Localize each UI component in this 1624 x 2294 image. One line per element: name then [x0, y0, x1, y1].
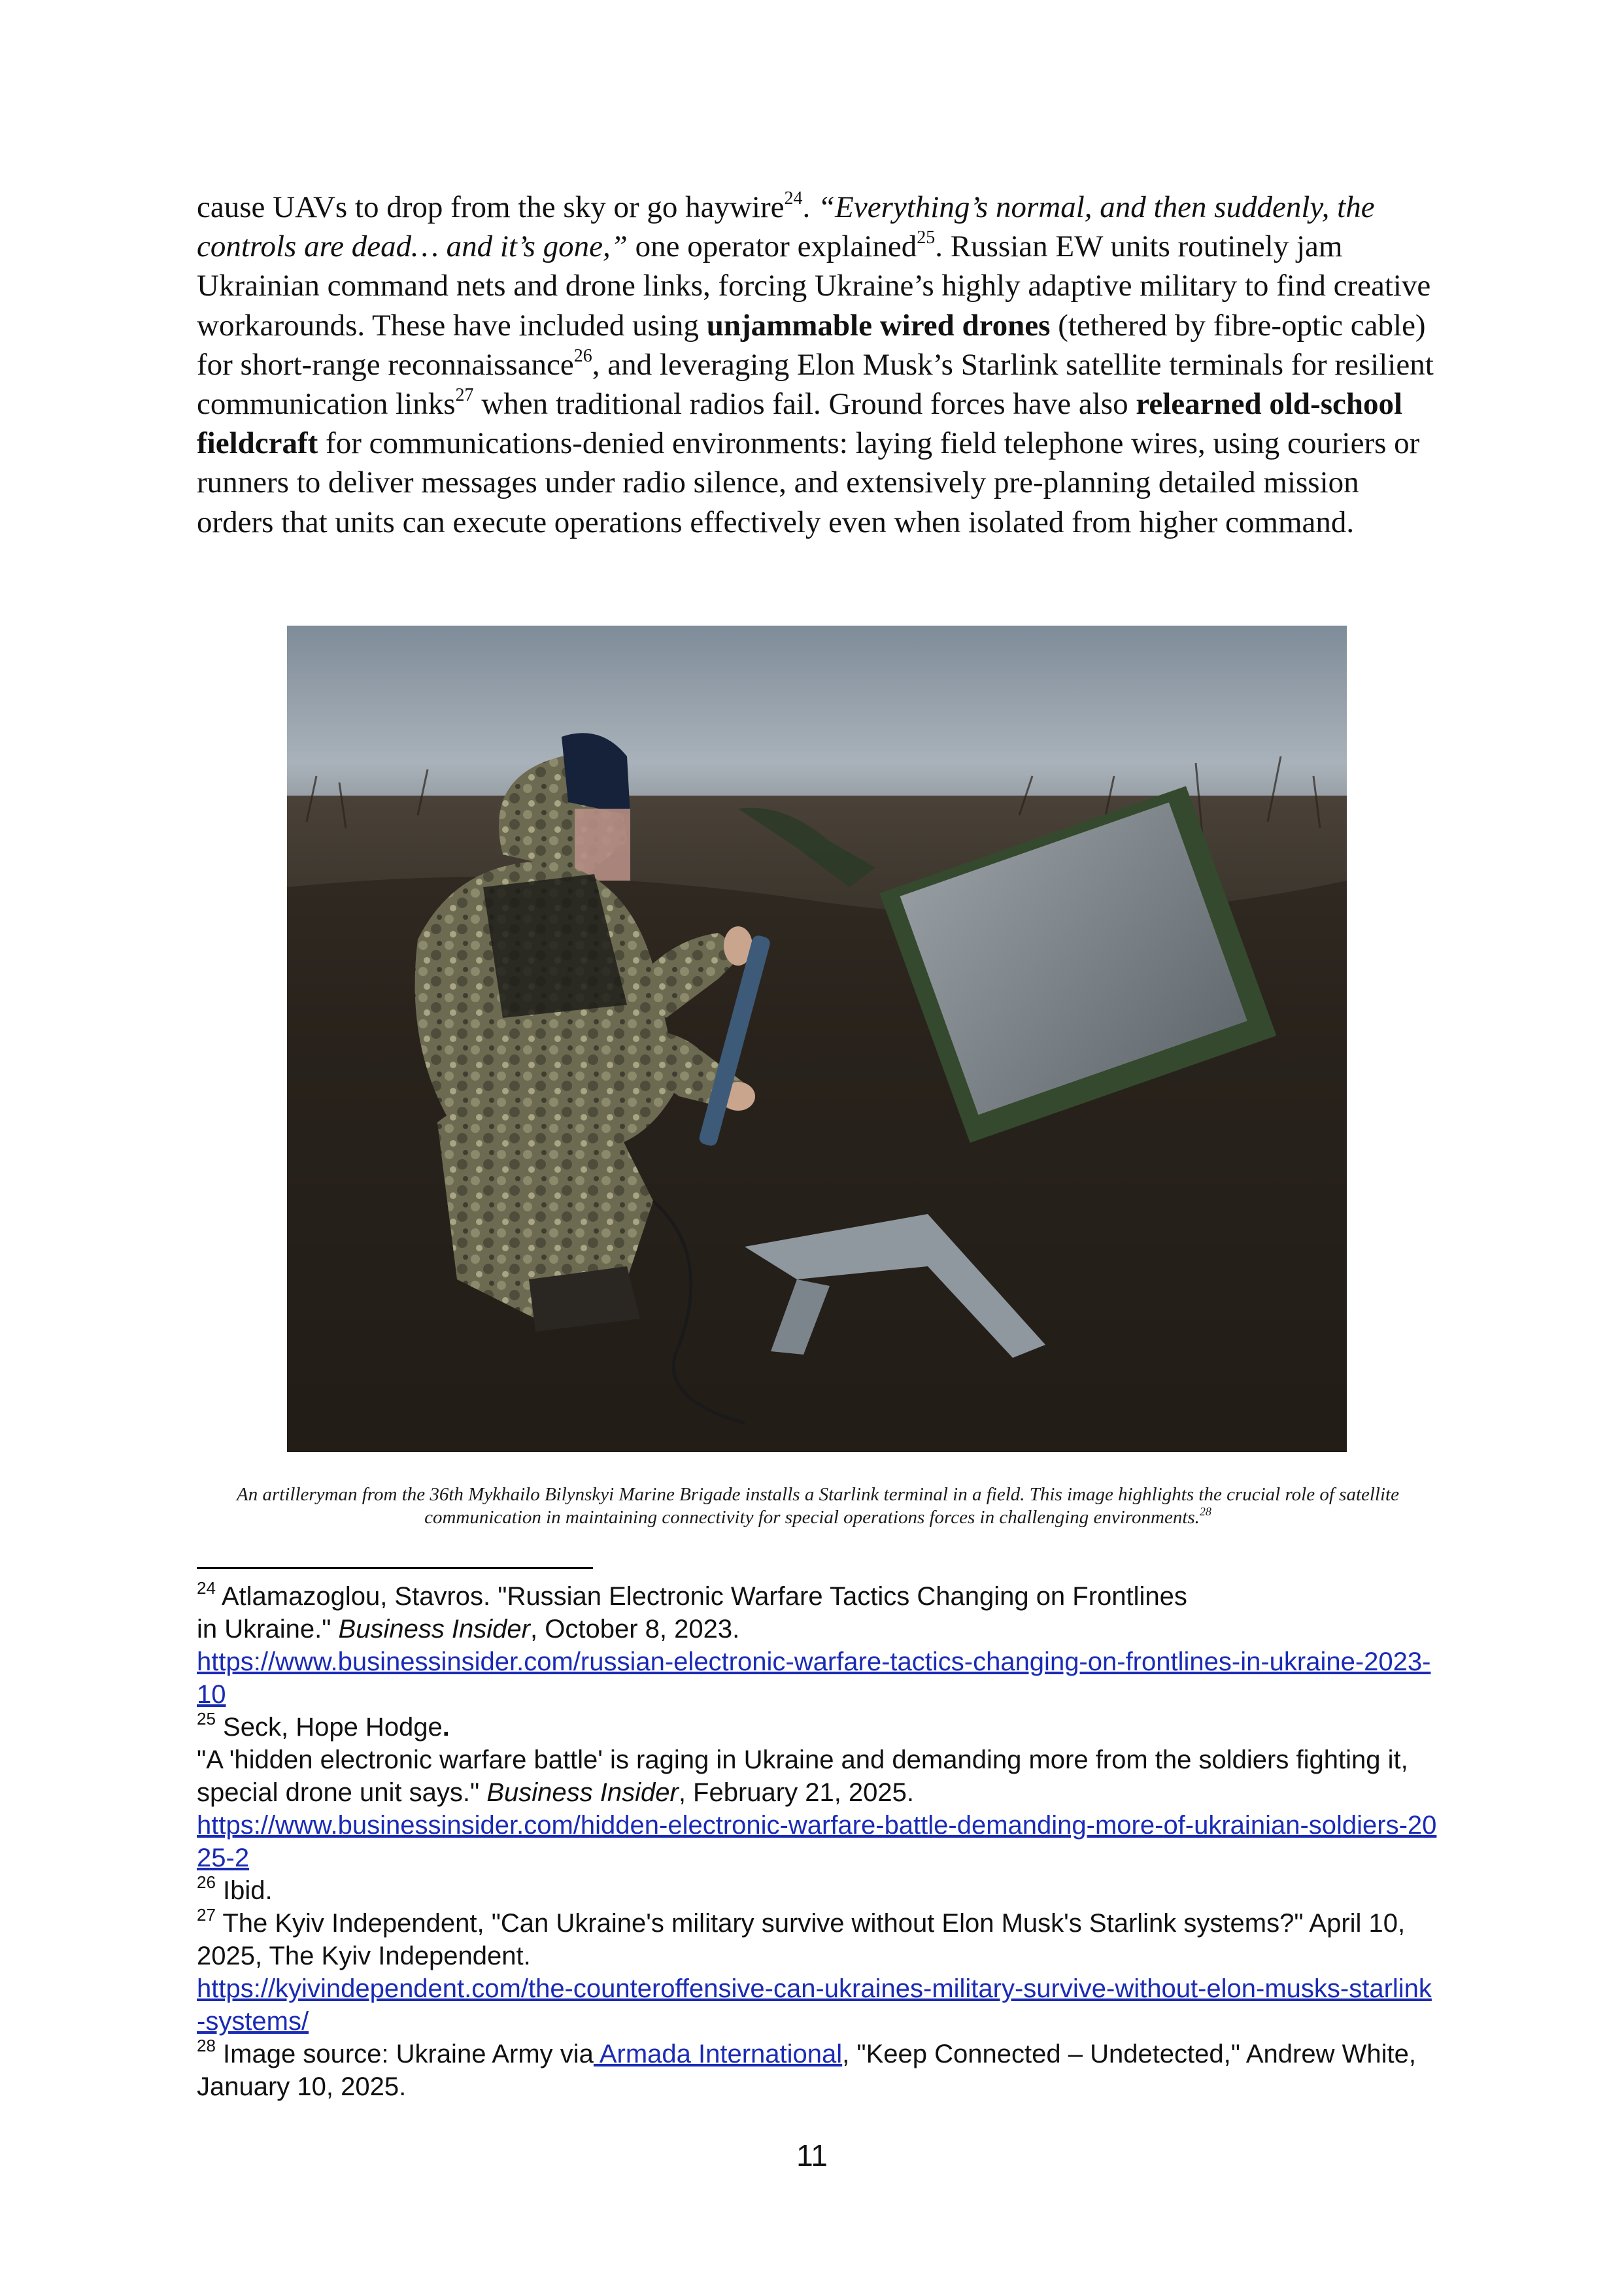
footnotes [197, 1580, 1439, 2103]
footnote-28-link[interactable]: Armada International [593, 2040, 843, 2068]
caption-footnote-ref-28[interactable]: 28 [1199, 1505, 1211, 1518]
footnote-divider [197, 1567, 593, 1569]
footnote-24-link[interactable]: https://www.businessinsider.com/russian-electronic-warfare-tactics-changing-on-frontlines-in-ukraine-2023-10 [197, 1647, 1431, 1709]
footnote-25-link[interactable]: https://www.businessinsider.com/hidden-electronic-warfare-battle-demanding-more-of-ukrainian-soldiers-2025-2 [197, 1811, 1437, 1872]
page-number: 11 [796, 2138, 828, 2172]
footnote-26: $^{26}$ Ibid. [197, 1872, 273, 1905]
body-paragraph: cause UAVs to drop from the sky or go haywire$^{24}$. “Everything’s normal, and then suddenly, the controls are dead… and it’s gone,” one operator explained$^{25}$. Russian EW units routinely jam Ukrainian command nets and drone links, forcing Ukraine’s highly adaptive military to find creative workarounds. These have included using unjammable wired drones (tethered by fibre-optic cable) for short-range reconnaissance$^{26}$, and leveraging Elon Musk’s Starlink satellite terminals for resilient communication links$^{27}$ when traditional radios fail. Ground forces have also relearned old-school fieldcraft for communications-denied environments: laying field telephone wires, using couriers or runners to deliver messages under radio silence, and extensively pre-planning detailed mission orders that units can execute operations effectively even when isolated from higher command. [197, 188, 1434, 539]
bold-relearned-fieldcraft: relearned old-school fieldcraft [197, 387, 1403, 461]
starlink-field-photo [287, 626, 1347, 1452]
footnote-24: $^{24}$ Atlamazoglou, Stavros. "Russian Electronic Warfare Tactics Changing on Frontlines in Ukraine." Business Insider, October 8, 2023. https://www.businessinsider.com/russian-electronic-warfare-tactics-changing-on-frontlines-in-ukraine-2023-10 [197, 1578, 1431, 1709]
footnote-27: $^{27}$ The Kyiv Independent, "Can Ukraine's military survive without Elon Musk's Starlink systems?" April 10, 2025, The Kyiv Independent. https://kyivindependent.com/the-counteroffensive-can-ukraines-military-survive-without-elon-musks-starlink-systems/ [197, 1905, 1432, 2036]
footnote-28: $^{28}$ Image source: Ukraine Army via Armada International, "Keep Connected – Undetected," Andrew White, January 10, 2025. [197, 2036, 1416, 2101]
footnote-ref-24[interactable]: 24 [784, 188, 803, 209]
footnote-25: $^{25}$ Seck, Hope Hodge. "A 'hidden electronic warfare battle' is raging in Ukraine and demanding more from the soldiers fighting it, special drone unit says." Business Insider, February 21, 2025. https://www.businessinsider.com/hidden-electronic-warfare-battle-demanding-more-of-ukrainian-soldiers-2025-2 [197, 1709, 1437, 1872]
footnote-ref-26[interactable]: 26 [573, 345, 592, 366]
footnote-27-link[interactable]: https://kyivindependent.com/the-counteroffensive-can-ukraines-military-survive-without-elon-musks-starlink-systems/ [197, 1974, 1432, 2036]
footnote-ref-27[interactable]: 27 [455, 385, 474, 406]
operator-quote: “Everything’s normal, and then suddenly, the controls are dead… and it’s gone,” [197, 190, 1375, 264]
figure-caption: An artilleryman from the 36th Mykhailo Bilynskyi Marine Brigade installs a Starlink terminal in a field. This image highlights the crucial role of satellite communication in maintaining connectivity for special operations forces in challenging environments.$^{28}$ [237, 1484, 1399, 1528]
footnote-ref-25[interactable]: 25 [917, 228, 936, 248]
bold-unjammable-wired-drones: unjammable wired drones [706, 308, 1051, 343]
